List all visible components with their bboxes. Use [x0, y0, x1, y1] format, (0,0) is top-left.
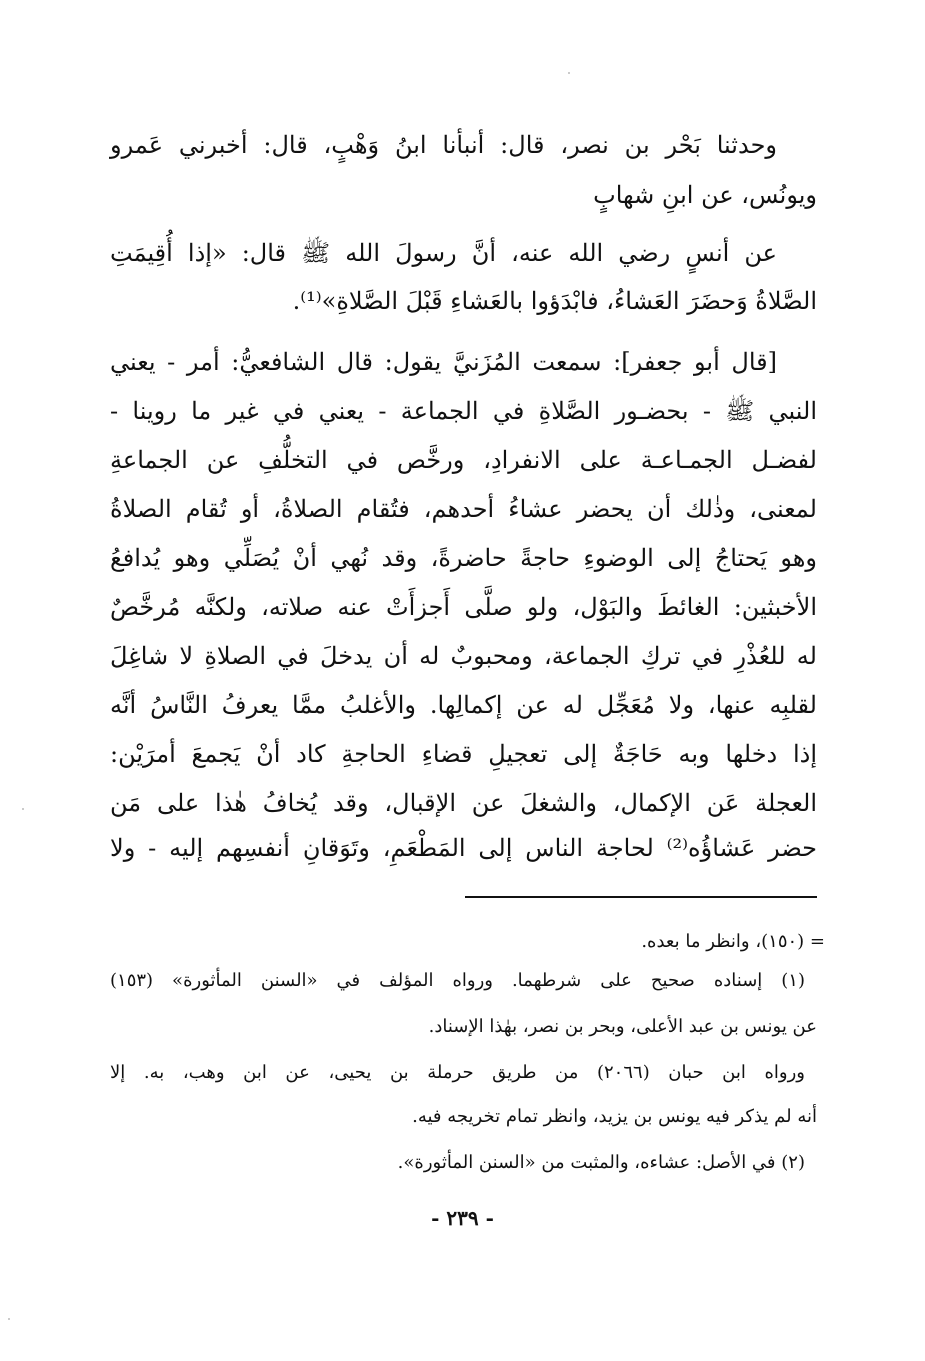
footnote-line: (٢) في الأصل: عشاءه، والمثبت من «السنن المأثورة».	[397, 1152, 805, 1173]
footnote-separator	[465, 896, 817, 898]
text-line: إذا دخلها وبه حَاجَةٌ إلى تعجيلِ قضاءِ الحاجةِ كاد أنْ يَجمعَ أمرَيْن:	[110, 740, 817, 768]
text-line: له للعُذْرِ في تركِ الجماعة، ومحبوبٌ له أن يدخلَ في الصلاةِ لا شاغِلَ	[110, 642, 817, 670]
page-number: - ٢٣٩ -	[431, 1206, 494, 1230]
text-line: لمعنى، وذٰلك أن يحضر عشاءُ أحدهم، فتُقام الصلاةُ، أو تُقام الصلاةُ	[110, 495, 817, 523]
text-line: لفضـل الجمـاعـة على الانفرادِ، ورخَّص في التخلُّفِ عن الجماعةِ	[110, 446, 817, 474]
text-line: الصَّلاةُ وَحضَرَ العَشاءُ، فابْدَؤوا بالعَشاءِ قَبْلَ الصَّلاةِ»⁽¹⁾.	[292, 287, 817, 315]
scan-speck	[568, 72, 570, 74]
text-line: وهو يَحتاجُ إلى الوضوءِ حاجةً حاضرةً، وقد نُهي أنْ يُصَلِّي وهو يُدافعُ	[110, 544, 818, 572]
scan-speck	[8, 1318, 10, 1320]
text-line: الأخبثين: الغائطَ والبَوْل، ولو صلَّى أَجزأَتْ عنه صلاته، ولكنَّه مُرخَّصٌ	[110, 593, 817, 621]
text-line: [قال أبو جعفر]: سمعت المُزَنيَّ يقول: قال الشافعيُّ: أمر - يعني	[110, 348, 777, 376]
text-line: وحدثنا بَحْر بن نصر، قال: أنبأنا ابنُ وَهْبٍ، قال: أخبرني عَمرو	[110, 131, 777, 159]
footnote-line: ورواه ابن حبان (٢٠٦٦) من طريق حرملة بن يحيى، عن ابن وهب، به. إلا	[110, 1062, 805, 1083]
footnote-line: عن يونس بن عبد الأعلى، وبحر بن نصر، بهٰذا الإسناد.	[428, 1016, 817, 1037]
text-line: ويونُس، عن ابنِ شهابٍ	[593, 181, 817, 209]
footnote-line: أنه لم يذكر فيه يونس بن يزيد، وانظر تمام تخريجه فيه.	[412, 1106, 817, 1127]
scan-speck	[22, 808, 24, 810]
text-line: عن أنسٍ رضي الله عنه، أنَّ رسولَ الله ﷺ قال: «إذا أُقِيمَتِ	[110, 239, 777, 267]
text-line: حضر عَشاؤُه⁽²⁾ لحاجة الناس إلى المَطْعَمِ، وتَوَقانِ أنفسِهم إليه - ولا	[110, 834, 817, 862]
footnote-line: (١) إسناده صحيح على شرطهما. ورواه المؤلف في «السنن المأثورة» (١٥٣)	[110, 970, 805, 991]
text-line: النبي ﷺ - بحضـور الصَّلاةِ في الجماعة - يعني في غير ما روينا -	[110, 397, 817, 425]
text-line: العجلة عَن الإكمال، والشغلَ عن الإقبال، وقد يُخافُ هٰذا على مَن	[110, 789, 817, 817]
footnote-continuation: = (١٥٠)، وانظر ما بعده.	[641, 931, 825, 952]
text-line: لقلبِه عنها، ولا مُعَجِّل له عن إكمالِها. والأغلبُ ممَّا يعرفُ النَّاسُ أنَّه	[110, 691, 817, 719]
